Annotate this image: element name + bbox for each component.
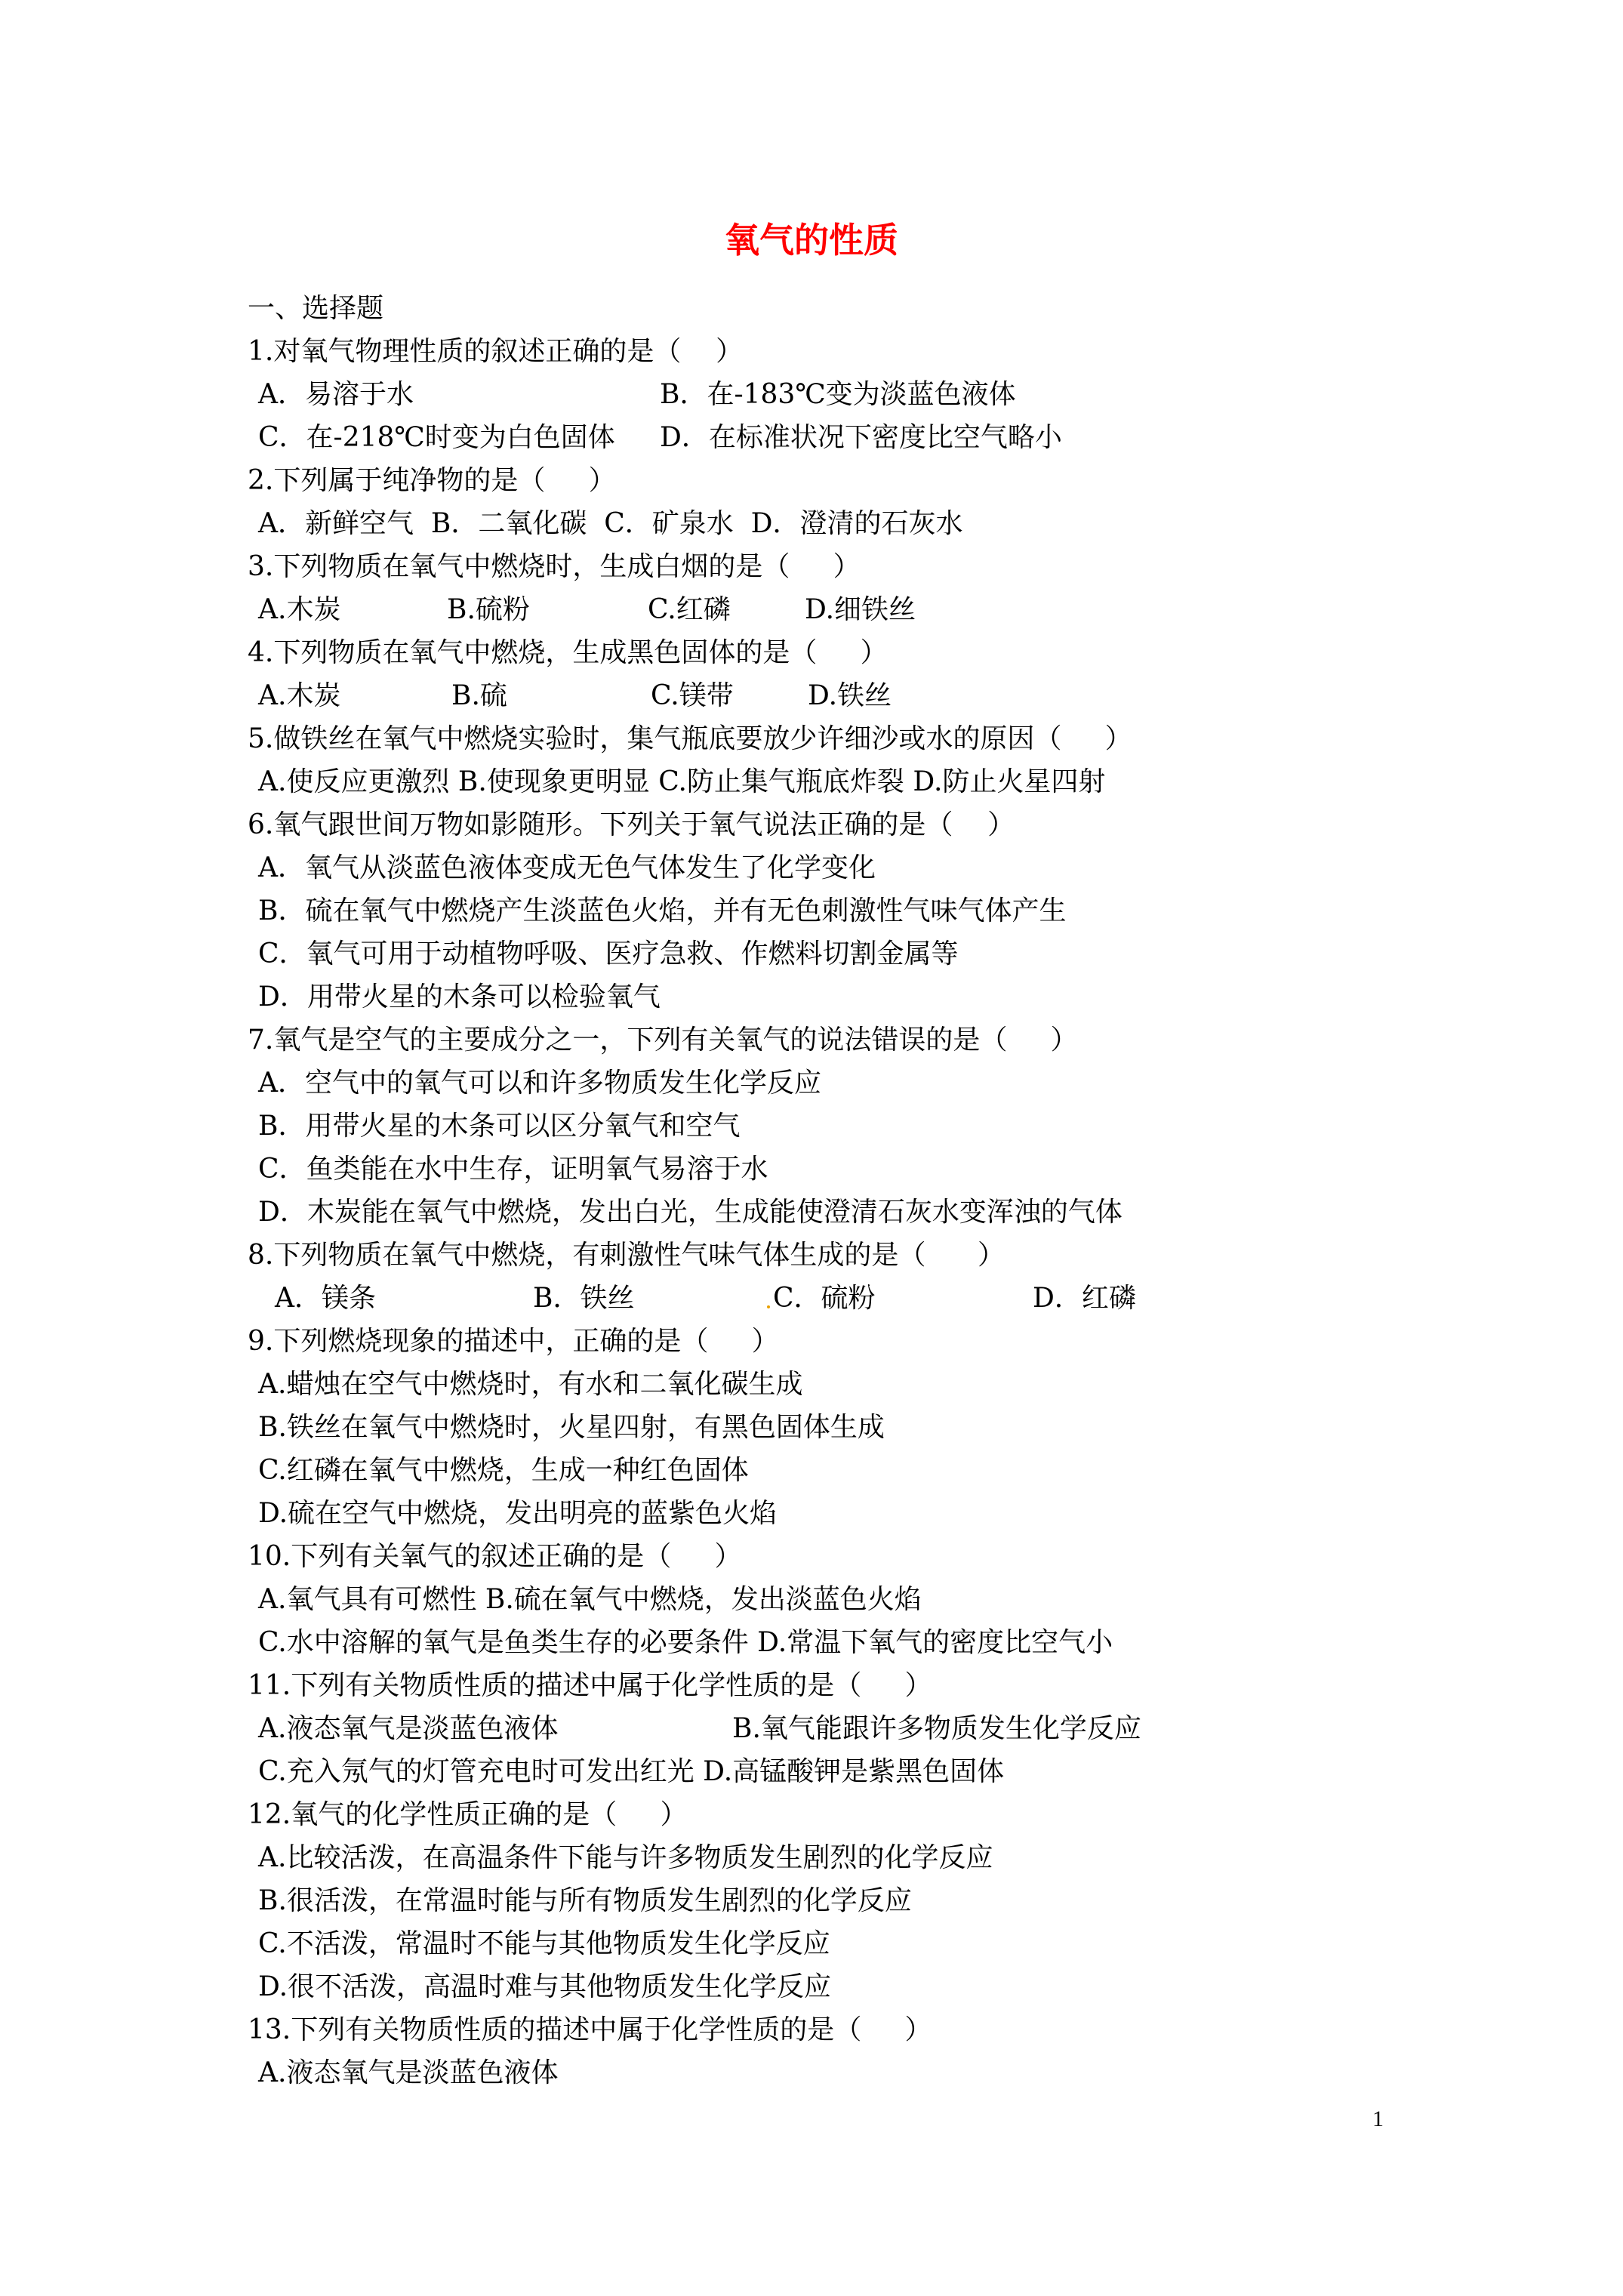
option-a: A.液态氧气是淡蓝色液体 — [258, 1713, 559, 1744]
option-row — [248, 1277, 1304, 1320]
option-b — [248, 889, 1304, 932]
option-a — [248, 1363, 1304, 1406]
option-b: B.硫粉 — [447, 594, 530, 625]
option-text: B.很活泼，在常温时能与所有物质发生剧烈的化学反应 — [258, 1885, 912, 1916]
option-text: A.比较活泼，在高温条件下能与许多物质发生剧烈的化学反应 — [258, 1842, 993, 1873]
option-text: B．硫在氧气中燃烧产生淡蓝色火焰，并有无色刺激性气味气体产生 — [258, 895, 1067, 926]
option-b: B．铁丝 — [533, 1283, 635, 1314]
options-inline: C.充入氖气的灯管充电时可发出红光 D.高锰酸钾是紫黑色固体 — [258, 1756, 1005, 1787]
question-stem: 3.下列物质在氧气中燃烧时，生成白烟的是（ ） — [248, 551, 861, 582]
option-c: C.红磷 — [648, 594, 731, 625]
options-inline: C.水中溶解的氧气是鱼类生存的必要条件 D.常温下氧气的密度比空气小 — [258, 1627, 1113, 1658]
option-text: B．用带火星的木条可以区分氧气和空气 — [258, 1111, 741, 1142]
option-row — [248, 373, 1304, 416]
option-b — [248, 1879, 1304, 1922]
option-text: A．空气中的氧气可以和许多物质发生化学反应 — [258, 1068, 821, 1099]
option-a: A．易溶于水 — [258, 379, 414, 410]
option-b: B.硫 — [451, 680, 507, 711]
option-c — [248, 1148, 1304, 1191]
option-d — [248, 1191, 1304, 1234]
options-inline: A．新鲜空气 B．二氧化碳 C．矿泉水 D．澄清的石灰水 — [258, 508, 963, 539]
question-stem: 4.下列物质在氧气中燃烧，生成黑色固体的是（ ） — [248, 637, 888, 668]
option-d — [248, 1492, 1304, 1535]
page-number: 1 — [1372, 2106, 1384, 2131]
question-stem: 1.对氧气物理性质的叙述正确的是（ ） — [248, 336, 744, 367]
option-row — [248, 502, 1304, 545]
option-text: C．氧气可用于动植物呼吸、医疗急救、作燃料切割金属等 — [258, 938, 959, 969]
options-inline: A.使反应更激烈 B.使现象更明显 C.防止集气瓶底炸裂 D.防止火星四射 — [258, 766, 1106, 797]
section-heading: 一、选择题 — [248, 293, 384, 324]
option-text: D.很不活泼，高温时难与其他物质发生化学反应 — [258, 1971, 832, 2002]
option-row — [248, 1578, 1304, 1621]
option-d — [248, 975, 1304, 1019]
option-c: C.镁带 — [651, 680, 734, 711]
option-text: C.不活泼，常温时不能与其他物质发生化学反应 — [258, 1928, 830, 1959]
option-b — [248, 1406, 1304, 1449]
option-text: D.硫在空气中燃烧，发出明亮的蓝紫色火焰 — [258, 1498, 778, 1529]
option-c: C．硫粉 — [773, 1283, 876, 1314]
option-b: B．在-183℃变为淡蓝色液体 — [660, 379, 1016, 410]
option-c: C．在-218℃时变为白色固体 — [258, 422, 615, 453]
question-stem: 2.下列属于纯净物的是（ ） — [248, 465, 616, 496]
option-a: A.木炭 — [258, 594, 341, 625]
option-a — [248, 846, 1304, 889]
options-inline: A.氧气具有可燃性 B.硫在氧气中燃烧，发出淡蓝色火焰 — [258, 1584, 922, 1615]
page-title: 氧气的性质 — [725, 220, 898, 260]
option-text: B.铁丝在氧气中燃烧时，火星四射，有黑色固体生成 — [258, 1412, 885, 1443]
option-text: C．鱼类能在水中生存，证明氧气易溶于水 — [258, 1154, 768, 1185]
option-b: B.氧气能跟许多物质发生化学反应 — [732, 1713, 1141, 1744]
option-a — [248, 1836, 1304, 1879]
option-d: D．在标准状况下密度比空气略小 — [660, 422, 1062, 453]
option-row — [248, 674, 1304, 717]
option-a — [248, 2051, 1304, 2094]
option-text: C.红磷在氧气中燃烧，生成一种红色固体 — [258, 1455, 749, 1486]
option-text: A.蜡烛在空气中燃烧时，有水和二氧化碳生成 — [258, 1369, 803, 1400]
question-stem: 6.氧气跟世间万物如影随形。下列关于氧气说法正确的是（ ） — [248, 809, 1015, 840]
option-row — [248, 1707, 1304, 1750]
option-d: D.细铁丝 — [805, 594, 916, 625]
option-text: A.液态氧气是淡蓝色液体 — [258, 2057, 559, 2088]
option-row — [248, 588, 1304, 631]
option-c — [248, 1922, 1304, 1965]
question-stem: 8.下列物质在氧气中燃烧，有刺激性气味气体生成的是（ ） — [248, 1240, 1006, 1271]
question-list — [248, 287, 1304, 2094]
question-stem: 12.氧气的化学性质正确的是（ ） — [248, 1799, 688, 1830]
option-text: D．木炭能在氧气中燃烧，发出白光，生成能使澄清石灰水变浑浊的气体 — [258, 1197, 1123, 1228]
option-a — [248, 1062, 1304, 1105]
question-stem: 10.下列有关氧气的叙述正确的是（ ） — [248, 1541, 742, 1572]
option-row — [248, 760, 1304, 803]
option-row — [248, 416, 1304, 459]
question-stem: 5.做铁丝在氧气中燃烧实验时，集气瓶底要放少许细沙或水的原因（ ） — [248, 723, 1132, 754]
option-b — [248, 1105, 1304, 1148]
option-d — [248, 1965, 1304, 2008]
question-stem: 13.下列有关物质性质的描述中属于化学性质的是（ ） — [248, 2014, 932, 2045]
question-stem: 11.下列有关物质性质的描述中属于化学性质的是（ ） — [248, 1670, 932, 1701]
question-stem: 9.下列燃烧现象的描述中，正确的是（ ） — [248, 1326, 779, 1357]
option-a: A.木炭 — [258, 680, 341, 711]
option-d: D．红磷 — [1033, 1283, 1136, 1314]
question-stem: 7.氧气是空气的主要成分之一，下列有关氧气的说法错误的是（ ） — [248, 1025, 1078, 1056]
option-c — [248, 1449, 1304, 1492]
option-d: D.铁丝 — [808, 680, 892, 711]
stray-dot — [767, 1305, 770, 1308]
option-text: D．用带火星的木条可以检验氧气 — [258, 982, 661, 1012]
option-text: A．氧气从淡蓝色液体变成无色气体发生了化学变化 — [258, 852, 876, 883]
option-row — [248, 1750, 1304, 1793]
option-row — [248, 1621, 1304, 1664]
option-c — [248, 932, 1304, 975]
option-a: A．镁条 — [275, 1283, 376, 1314]
